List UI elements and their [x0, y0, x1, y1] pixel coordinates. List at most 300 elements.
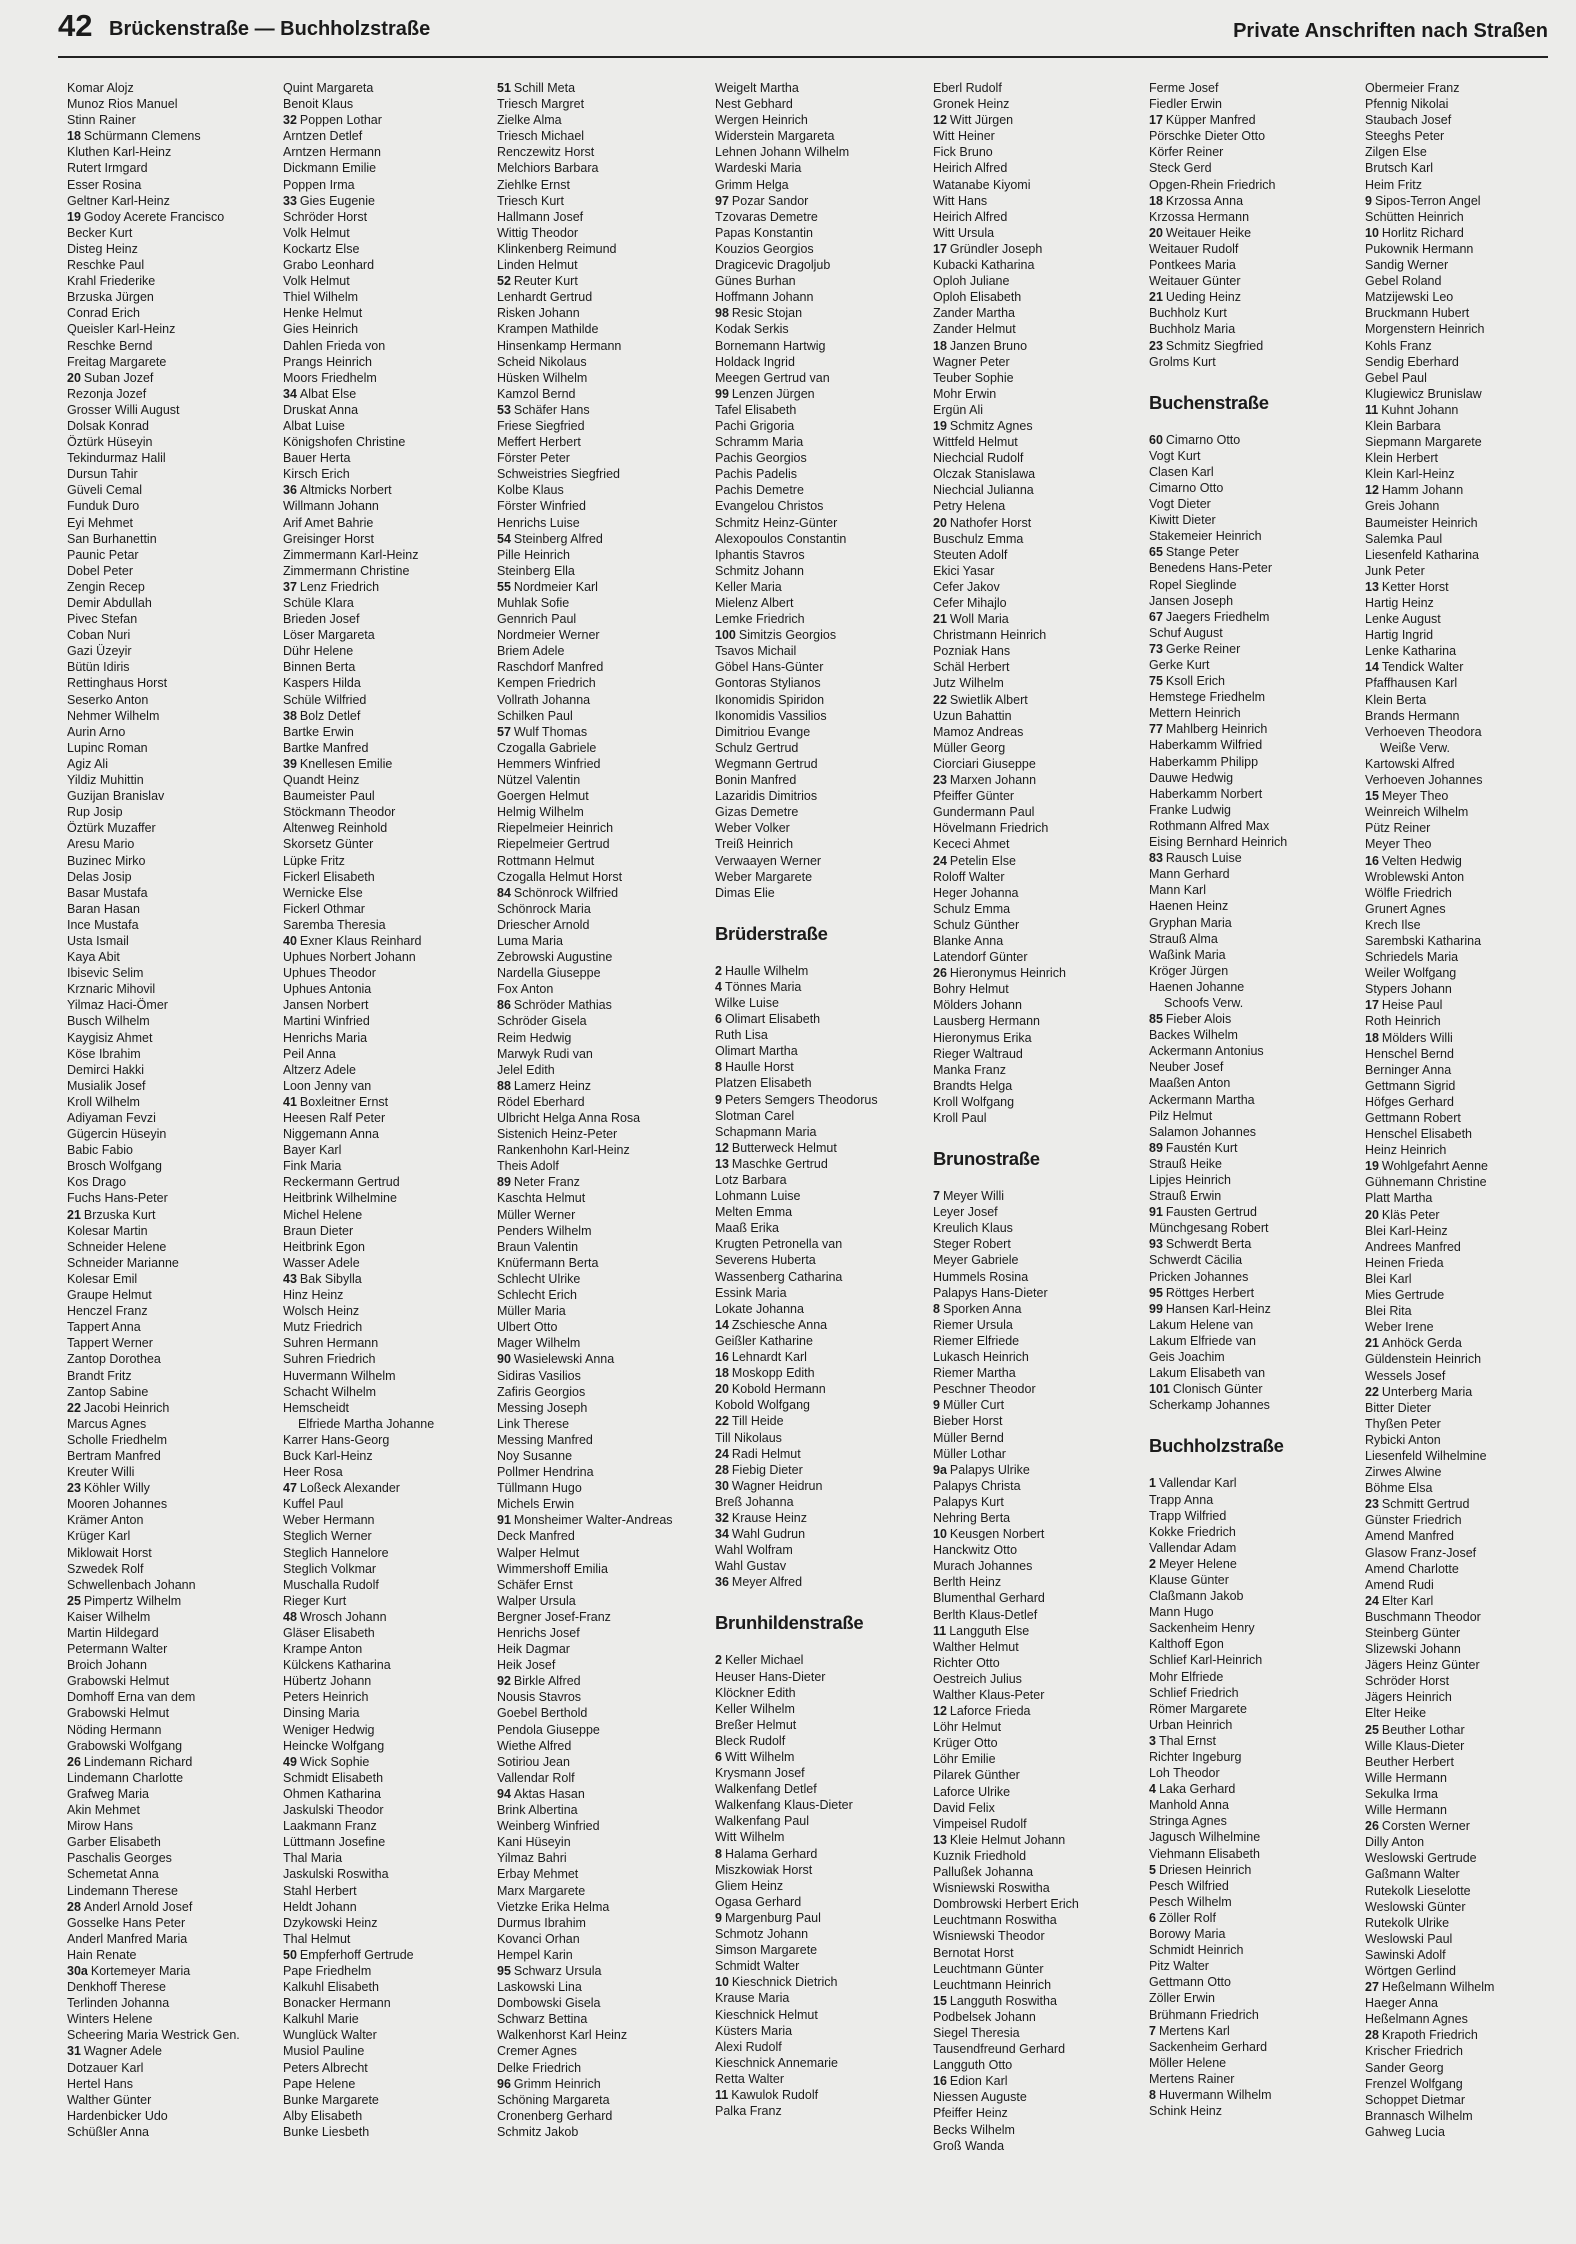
resident-name: Bartke Manfred: [283, 740, 369, 755]
directory-entry: [933, 2089, 1145, 2105]
directory-entry: [283, 1223, 495, 1239]
resident-name: Pallußek Johanna: [933, 1865, 1034, 1880]
directory-entry: [497, 2108, 709, 2124]
resident-name: Driesen Heinrich: [1158, 1862, 1252, 1877]
directory-entry: [67, 144, 279, 160]
resident-name: Rothmann Alfred Max: [1149, 818, 1270, 833]
resident-name: Schröder Horst: [1365, 1674, 1450, 1689]
directory-entry: [715, 1526, 927, 1542]
resident-name: Blei Karl: [1365, 1271, 1412, 1286]
resident-name: Heinen Frieda: [1365, 1255, 1444, 1270]
directory-entry: [497, 1046, 709, 1062]
directory-entry: [1365, 917, 1576, 933]
resident-name: Frenzel Wolfgang: [1365, 2076, 1463, 2091]
resident-name: Elter Heike: [1365, 1706, 1427, 1721]
directory-entry: [283, 1046, 495, 1062]
house-number: 11: [933, 1623, 947, 1638]
resident-name: Schwerdt Berta: [1165, 1237, 1252, 1252]
directory-entry: [283, 177, 495, 193]
resident-name: Zöller Rolf: [1158, 1910, 1216, 1925]
directory-entry: [283, 1013, 495, 1029]
directory-entry: [1365, 450, 1576, 466]
resident-name: Reuter Kurt: [513, 274, 578, 289]
resident-name: Urban Heinrich: [1149, 1717, 1233, 1732]
resident-name: Grabowski Wolfgang: [67, 1738, 183, 1753]
house-number: 15: [933, 1993, 947, 2008]
directory-entry: [67, 1078, 279, 1094]
resident-name: Watanabe Kiyomi: [933, 177, 1031, 192]
section-title: Private Anschriften nach Straßen: [1233, 20, 1548, 42]
directory-entry: [67, 1351, 279, 1367]
resident-name: Schoppet Dietmar: [1365, 2092, 1466, 2107]
resident-name: Gliem Heinz: [715, 1878, 784, 1893]
resident-name: Driescher Arnold: [497, 917, 590, 932]
directory-entry: [497, 289, 709, 305]
directory-entry: [1365, 933, 1576, 949]
resident-name: Wisniewski Roswitha: [933, 1881, 1050, 1896]
directory-entry: [933, 788, 1145, 804]
resident-name: Blumenthal Gerhard: [933, 1591, 1045, 1606]
directory-entry: [67, 1995, 279, 2011]
resident-name: Dimitriou Evange: [715, 724, 811, 739]
directory-entry: [283, 144, 495, 160]
resident-name: Opgen-Rhein Friedrich: [1149, 177, 1276, 192]
directory-entry: [497, 482, 709, 498]
directory-entry: [1365, 1046, 1576, 1062]
directory-entry: [715, 772, 927, 788]
house-number: 34: [715, 1527, 729, 1542]
directory-entry: [283, 2108, 495, 2124]
resident-name: Trapp Anna: [1149, 1492, 1214, 1507]
directory-entry: [1149, 866, 1361, 882]
resident-name: Pachis Demetre: [715, 483, 804, 498]
directory-entry: [497, 273, 709, 289]
resident-name: Schlecht Erich: [497, 1288, 577, 1303]
house-number: 23: [67, 1481, 81, 1496]
resident-name: Kluthen Karl-Heinz: [67, 145, 172, 160]
resident-name: Huvermann Wilhelm: [1158, 2087, 1272, 2102]
directory-entry: [497, 1561, 709, 1577]
resident-name: Velten Hedwig: [1381, 853, 1462, 868]
resident-name: Richter Otto: [933, 1655, 1000, 1670]
resident-name: Boxleitner Ernst: [299, 1094, 389, 1109]
directory-entry: [283, 96, 495, 112]
resident-name: Kani Hüseyin: [497, 1835, 571, 1850]
resident-name: Kolesar Emil: [67, 1271, 138, 1286]
directory-entry: [1149, 1475, 1361, 1491]
house-number: 2: [715, 1653, 722, 1668]
resident-name: Schilken Paul: [497, 708, 573, 723]
directory-entry: [1365, 1625, 1576, 1641]
resident-name: Loon Jenny van: [283, 1078, 372, 1093]
directory-entry: [1149, 144, 1361, 160]
resident-name: Margenburg Paul: [724, 1910, 821, 1925]
resident-name: Bernotat Horst: [933, 1945, 1014, 1960]
directory-entry: [715, 1542, 927, 1558]
house-number: 96: [497, 2076, 511, 2091]
resident-name: Adiyaman Fevzi: [67, 1111, 156, 1125]
house-number: 11: [1365, 402, 1379, 417]
directory-entry: [1365, 1110, 1576, 1126]
directory-entry: [497, 498, 709, 514]
house-number: 83: [1149, 851, 1163, 866]
resident-name: Schüle Wilfried: [283, 692, 367, 707]
directory-entry: [933, 1880, 1145, 1896]
resident-name: Rutert Irmgard: [67, 161, 148, 176]
directory-entry: [1149, 1236, 1361, 1252]
resident-name: Königshofen Christine: [283, 435, 406, 450]
directory-entry: [497, 1834, 709, 1850]
resident-name: Stöckmann Theodor: [283, 805, 396, 820]
directory-entry: [67, 643, 279, 659]
resident-name: Schemetat Anna: [67, 1867, 159, 1882]
resident-name: Becker Kurt: [67, 225, 133, 240]
directory-entry: [283, 225, 495, 241]
resident-name: Bieber Horst: [933, 1414, 1003, 1429]
directory-entry: [67, 1448, 279, 1464]
resident-name: Brzuska Jürgen: [67, 290, 154, 305]
resident-name: Maaß Erika: [715, 1221, 779, 1236]
resident-name: Brandt Fritz: [67, 1368, 132, 1383]
resident-name: Wilke Luise: [715, 995, 779, 1010]
directory-entry: [715, 804, 927, 820]
directory-entry: [497, 1625, 709, 1641]
house-number: 37: [283, 579, 297, 594]
resident-name: Gerke Reiner: [1165, 641, 1241, 656]
resident-name: Böhme Elsa: [1365, 1481, 1433, 1496]
house-number: 18: [1365, 1030, 1379, 1045]
directory-entry: [67, 1432, 279, 1448]
resident-name: Corsten Werner: [1381, 1819, 1470, 1834]
directory-entry: [933, 1928, 1145, 1944]
resident-name: Müller Curt: [942, 1398, 1005, 1413]
directory-entry: [283, 933, 495, 949]
resident-name: Roth Heinrich: [1365, 1014, 1441, 1029]
directory-entry: [933, 1301, 1145, 1317]
resident-name: Krzossa Anna: [1165, 193, 1244, 208]
resident-name: Kolesar Martin: [67, 1223, 148, 1238]
directory-entry: [67, 209, 279, 225]
resident-name: Stahl Herbert: [283, 1883, 357, 1898]
directory-entry: [497, 563, 709, 579]
directory-entry: [1149, 1990, 1361, 2006]
resident-name: Pukownik Hermann: [1365, 241, 1474, 256]
directory-entry: [933, 1317, 1145, 1333]
house-number: 48: [283, 1609, 297, 1624]
resident-name: Göbel Hans-Günter: [715, 660, 824, 675]
resident-name: Borowy Maria: [1149, 1927, 1226, 1942]
resident-name: Link Therese: [497, 1416, 570, 1431]
directory-entry: [715, 869, 927, 885]
directory-entry: [1365, 1834, 1576, 1850]
resident-name: Iphantis Stavros: [715, 547, 805, 562]
directory-entry: [283, 515, 495, 531]
house-number: 89: [497, 1175, 511, 1190]
directory-entry: [283, 1335, 495, 1351]
directory-entry: [715, 1430, 927, 1446]
resident-name: Mahlberg Heinrich: [1165, 722, 1268, 737]
directory-entry: [283, 659, 495, 675]
resident-name: Czogalla Gabriele: [497, 740, 597, 755]
directory-entry: [715, 305, 927, 321]
resident-name: Risken Johann: [497, 306, 580, 321]
directory-entry: [1149, 1556, 1361, 1572]
resident-name: Rausch Luise: [1165, 851, 1242, 866]
directory-entry: [933, 1767, 1145, 1783]
resident-name: Steglich Werner: [283, 1529, 372, 1544]
resident-name: Till Heide: [731, 1414, 784, 1429]
resident-name: Helmig Wilhelm: [497, 805, 584, 820]
directory-entry: [67, 1673, 279, 1689]
resident-name: Widerstein Margareta: [715, 129, 835, 144]
directory-entry: [933, 692, 1145, 708]
directory-entry: [67, 1754, 279, 1770]
resident-name: Poppen Lothar: [299, 113, 382, 128]
directory-entry: [497, 1013, 709, 1029]
resident-name: Erbay Mehmet: [497, 1867, 579, 1882]
resident-name: Lenzen Jürgen: [731, 386, 815, 401]
directory-entry: [933, 885, 1145, 901]
resident-name: Palapys Kurt: [933, 1494, 1004, 1509]
house-number: 36: [715, 1575, 729, 1590]
house-number: 32: [283, 113, 297, 128]
column-6: [1149, 80, 1361, 2119]
resident-name: Klause Günter: [1149, 1572, 1229, 1587]
resident-name: Heirich Alfred: [933, 161, 1008, 176]
directory-entry: [497, 740, 709, 756]
directory-entry: [283, 1995, 495, 2011]
resident-name: Teuber Sophie: [933, 370, 1014, 385]
resident-name: Altmicks Norbert: [299, 483, 392, 498]
directory-entry: [497, 1866, 709, 1882]
resident-name: Edion Karl: [949, 2074, 1008, 2089]
resident-name: Rybicki Anton: [1365, 1432, 1441, 1447]
resident-name: Bohry Helmut: [933, 982, 1009, 997]
resident-name: Hallmann Josef: [497, 209, 584, 224]
resident-name: Riemer Ursula: [933, 1317, 1013, 1332]
directory-entry: [497, 2076, 709, 2092]
resident-name: Gaßmann Walter: [1365, 1867, 1460, 1882]
resident-name: Babic Fabio: [67, 1143, 134, 1158]
resident-name: Keller Wilhelm: [715, 1701, 795, 1716]
resident-name: Anderl Arnold Josef: [83, 1899, 193, 1914]
directory-entry: [1365, 1561, 1576, 1577]
resident-name: Schäfer Ernst: [497, 1577, 573, 1592]
resident-name: Pachi Grigoria: [715, 418, 795, 433]
resident-name: Jansen Norbert: [283, 998, 369, 1013]
resident-name: Marxen Johann: [949, 773, 1037, 788]
resident-name: Schäfer Hans: [513, 402, 590, 417]
directory-entry: [1149, 193, 1361, 209]
resident-name: Sackenheim Gerhard: [1149, 2039, 1268, 2054]
resident-name: Grafweg Maria: [67, 1786, 149, 1801]
resident-name: Wiethe Alfred: [497, 1738, 572, 1753]
resident-name: Brands Hermann: [1365, 708, 1460, 723]
house-number: 20: [1365, 1207, 1379, 1222]
directory-entry: [283, 563, 495, 579]
resident-name: Mohr Elfriede: [1149, 1669, 1224, 1684]
directory-entry: [1365, 1271, 1576, 1287]
directory-entry: [67, 1802, 279, 1818]
resident-name: Heik Josef: [497, 1658, 556, 1673]
directory-entry: [715, 1059, 927, 1075]
directory-entry: [1149, 1333, 1361, 1349]
resident-name: Henke Helmut: [283, 306, 363, 321]
resident-name: Schäl Herbert: [933, 660, 1010, 675]
resident-name: Disteg Heinz: [67, 241, 138, 256]
directory-entry: [1149, 1685, 1361, 1701]
house-number: 18: [933, 338, 947, 353]
resident-name: Kawulok Rudolf: [731, 2087, 819, 2102]
resident-name: Haberkamm Wilfried: [1149, 738, 1263, 753]
directory-entry: [283, 193, 495, 209]
directory-entry: [497, 836, 709, 852]
resident-name: Rutekolk Lieselotte: [1365, 1883, 1471, 1898]
resident-name: Laskowski Lina: [497, 1980, 582, 1995]
directory-entry: [1149, 96, 1361, 112]
directory-entry: [497, 1078, 709, 1094]
resident-name: Steeghs Peter: [1365, 129, 1445, 144]
resident-name: Ketter Horst: [1381, 579, 1449, 594]
directory-entry: [715, 80, 927, 96]
resident-name: Till Nikolaus: [715, 1430, 782, 1445]
resident-name: Glasow Franz-Josef: [1365, 1545, 1477, 1560]
directory-entry: [1149, 225, 1361, 241]
directory-entry: [283, 981, 495, 997]
resident-name: Jägers Heinz Günter: [1365, 1658, 1480, 1673]
resident-name: Niechcial Julianna: [933, 483, 1034, 498]
resident-name: Dragicevic Dragoljub: [715, 258, 831, 273]
resident-name: Pozniak Hans: [933, 644, 1011, 659]
resident-name: Gryphan Maria: [1149, 915, 1232, 930]
directory-entry: [1365, 1335, 1576, 1351]
directory-entry: [933, 2138, 1145, 2154]
resident-name: Krampe Anton: [283, 1642, 363, 1657]
resident-name: Langguth Otto: [933, 2058, 1013, 2073]
resident-name: Ulbricht Helga Anna Rosa: [497, 1111, 641, 1125]
resident-name: Witt Jürgen: [949, 113, 1014, 128]
resident-name: Woll Maria: [949, 612, 1009, 627]
directory-entry: [283, 1126, 495, 1142]
directory-entry: [67, 2043, 279, 2059]
resident-name: Vallendar Adam: [1149, 1540, 1237, 1555]
directory-entry: [933, 708, 1145, 724]
house-number: 21: [1365, 1336, 1379, 1351]
resident-name: Fick Bruno: [933, 145, 993, 160]
resident-name: Meegen Gertrud van: [715, 370, 830, 385]
directory-entry: [1365, 1142, 1576, 1158]
resident-name: Kobold Hermann: [731, 1382, 826, 1397]
resident-name: Albat Else: [299, 386, 357, 401]
directory-entry: [1149, 1636, 1361, 1652]
resident-name: Dilly Anton: [1365, 1835, 1425, 1850]
directory-entry: [283, 1899, 495, 1915]
directory-entry: [933, 724, 1145, 740]
resident-name: Schulz Emma: [933, 901, 1011, 916]
resident-name: Bonin Manfred: [715, 773, 797, 788]
house-number: 16: [1365, 853, 1379, 868]
house-number: 10: [1365, 225, 1379, 240]
directory-entry: [497, 1368, 709, 1384]
house-number: 7: [1149, 2023, 1156, 2038]
directory-entry: [933, 1430, 1145, 1446]
directory-entry: [1365, 1850, 1576, 1866]
resident-name: Hemmers Winfried: [497, 756, 601, 771]
directory-entry: [1365, 643, 1576, 659]
resident-name: Klein Berta: [1365, 692, 1427, 707]
directory-entry: [715, 1733, 927, 1749]
page-header: [58, 6, 1548, 58]
directory-entry: [497, 418, 709, 434]
resident-name: Küpper Manfred: [1165, 113, 1256, 128]
directory-entry: [497, 96, 709, 112]
directory-entry: [67, 193, 279, 209]
resident-name: Wahl Wolfram: [715, 1543, 793, 1558]
resident-name: Ziehlke Ernst: [497, 177, 570, 192]
resident-name: Hardenbicker Udo: [67, 2108, 168, 2123]
resident-name: Klöckner Edith: [715, 1685, 796, 1700]
directory-entry: [497, 1545, 709, 1561]
directory-entry: [497, 434, 709, 450]
resident-name: Sandig Werner: [1365, 258, 1449, 273]
directory-entry: [67, 1335, 279, 1351]
resident-name: Szwedek Rolf: [67, 1561, 144, 1576]
resident-name: Ergün Ali: [933, 402, 984, 417]
page-number: 42: [58, 8, 93, 43]
directory-entry: [283, 1931, 495, 1947]
resident-name: Heesen Ralf Peter: [283, 1111, 386, 1125]
directory-entry: [1149, 1878, 1361, 1894]
directory-entry: [715, 820, 927, 836]
directory-entry: [715, 1974, 927, 1990]
resident-name: Oestreich Julius: [933, 1671, 1022, 1686]
house-number: 84: [497, 885, 511, 900]
directory-entry: [1365, 1577, 1576, 1593]
directory-entry: [933, 1574, 1145, 1590]
directory-entry: [715, 1781, 927, 1797]
directory-entry: [715, 1813, 927, 1829]
resident-name: Brutsch Karl: [1365, 161, 1434, 176]
directory-entry: [1149, 321, 1361, 337]
resident-name: Kubacki Katharina: [933, 258, 1035, 273]
directory-entry: [67, 1609, 279, 1625]
resident-name: Platt Martha: [1365, 1191, 1433, 1206]
resident-name: Leuchtmann Roswitha: [933, 1913, 1057, 1928]
resident-name: Mölders Willi: [1381, 1030, 1453, 1045]
house-number: 12: [933, 113, 947, 128]
resident-name: Witt Wilhelm: [715, 1830, 785, 1845]
house-number: 7: [933, 1189, 940, 1204]
resident-name: Rottmann Helmut: [497, 853, 595, 868]
directory-entry: [1149, 1317, 1361, 1333]
directory-entry: [1365, 1432, 1576, 1448]
resident-name: Altzerz Adele: [283, 1062, 356, 1077]
directory-entry: [715, 740, 927, 756]
directory-entry: [497, 225, 709, 241]
directory-entry: [67, 1223, 279, 1239]
resident-name: Grosser Willi August: [67, 402, 180, 417]
directory-entry: [283, 273, 495, 289]
resident-name: Wolsch Heinz: [283, 1304, 360, 1319]
directory-entry: [1149, 1910, 1361, 1926]
directory-entry: [715, 1926, 927, 1942]
resident-name: Pape Helene: [283, 2076, 356, 2091]
resident-name: Leuchtmann Heinrich: [933, 1977, 1052, 1992]
directory-entry: [1149, 496, 1361, 512]
resident-name: Förster Peter: [497, 451, 570, 466]
directory-entry: [933, 659, 1145, 675]
resident-name: Severens Huberta: [715, 1253, 816, 1268]
